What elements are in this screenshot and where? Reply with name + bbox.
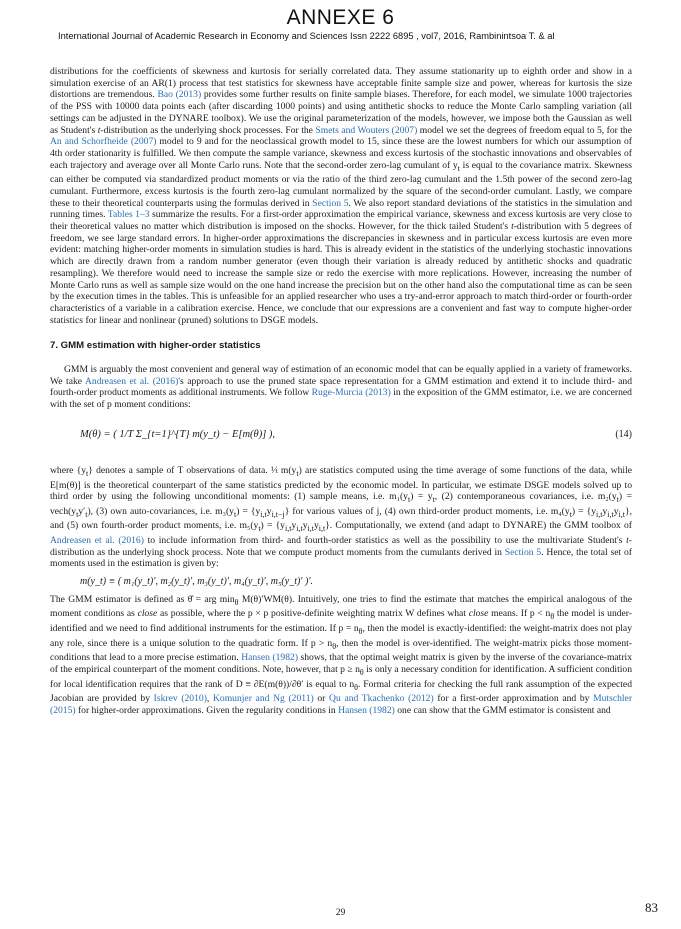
section-link[interactable]: Section 5 [504,546,542,558]
journal-running-header: International Journal of Academic Research in Economy and Sciences Issn 2222 6895 , vol7, 2016, Rambinintsoa T. & al [58,31,555,41]
citation-link[interactable]: Mutschler (2015) [50,693,633,716]
paragraph-estimator: The GMM estimator is defined as θ̂ = arg $\min_\theta M(\theta)'WM(\theta)$. Intuitively, one tries to find the estimate that matches the empirical analogous of the moment conditions as close as possible, where the p × p positive-definite weighting matrix W defines what close means. If $p < n_\theta$ the model is under-identified and we need to find additional instruments for the estimation. If $p = n_\theta$, then the model is exactly-identified: the weight-matrix does not play any role, since there is a unique solution to the quadratic form. If $p > n_\theta$, then the model is over-identified. The weight-matrix picks those moment-conditions that lead to a more precise estimation. Hansen (1982) shows, that the optimal weight matrix is given by the inverse of the covariance-matrix of the empirical counterpart of the moment conditions. Note, however, that $p \ge n_\theta$ is only a necessary condition for identification. A sufficient condition for local identification requires that the rank of D ≡ ∂E(m(θ))/∂θ′ is equal to $n_\theta$. Formal criteria for checking the full rank assumption of the expected Jacobian are provided by Iskrev (2010), Komunjer and Ng (2011) or Qu and Tkachenko (2012) for a first-order approximation and by Mutschler (2015) for higher-order approximations. Given the regularity conditions in Hansen (1982) one can show that the GMM estimator is consistent and [50,593,633,716]
equation-moment-vector: m(y_t) ≡ ( m₁(y_t)′, m₂(y_t)′, m₃(y_t)′, m₄(y_t)′, m₅(y_t)′ )′. [80,576,314,588]
citation-link[interactable]: Ruge-Murcia (2013) [311,387,391,399]
citation-link[interactable]: Andreasen et al. (2016) [50,535,144,547]
equation-14 [50,415,632,461]
page-number: 83 [645,900,658,915]
paragraph-simulation: distributions for the coefficients of skewness and kurtosis for serially correlated data. They assume stationarity up to eighth order and show in a simulation exercise of an AR(1) process that test statistics for skewness have acceptable finite sample size and power, whereas for kurtosis the size distortions are tremendous. Bao (2013) provides some further results on finite sample biases. Therefore, for each model, we simulate 1000 trajectories of the PSS with 10000 data points each (after discarding 1000 points) and using antithetic shocks to reduce the Monte Carlo sampling variation (all settings can be adjusted in the DYNARE toolbox). We use the original parameterization of the models, however, we impose both the Gaussian as well as Student's t-distribution as the underlying shock processes. For the Smets and Wouters (2007) model we set the degrees of freedom equal to 5, for the An and Schorfheide (2007) model to 9 and for the neoclassical growth model to 15, since these are the lowest numbers for which our assumption of 4th order stationarity is fulfilled. We then compute the sample variance, skewness and excess kurtosis of the stochastic innovations and observables of each trajectory and average over all Monte Carlo runs. Note that the second-order zero-lag cumulant of $y_t$ is equal to the covariance matrix. Skewness can either be computed via standardized product moments or via the ratio of the third zero-lag cumulant and the 1.5th power of the second zero-lag cumulant. Furthermore, excess kurtosis is the fourth zero-lag cumulant normalized by the square of the second-order cumulant. Lastly, we compare these to their theoretical counterparts using the formulas derived in Section 5. We also report standard deviations of the statistics in the simulation and running times. Tables 1–3 summarize the results. For a first-order approximation the empirical variance, skewness and excess kurtosis are very close to their theoretical values no matter which distribution is imposed on the shocks. However, for the thick tailed Student's t-distribution with 5 degrees of freedom, we see large standard errors. In higher-order approximations the discrepancies in skewness and in particular excess kurtosis are even more evident: matching higher-order moments in simulation studies is hard. This is already evident in the statistics of the underlying stochastic innovations which are directly drawn from a random number generator (even though their variation is already reduced by antithetic shocks and quadratic resampling). We therefore would need to increase the sample size or redo the exercise with more replications. However, increasing the number of Monte Carlo runs as well as sample size would on the one hand increase the precision but on the other hand also the computational time as can be seen by the execution times in the tables. This is unfeasible for an applied researcher who uses a try-and-error approach to match third-order or fourth-order characteristics of a variable in a calibration exercise. Hence, we conclude that our expressions are a convenient and fast way to compute higher-order statistics for linear and nonlinear (pruned) solutions to DSGE models. [50,66,633,326]
equation-14-body: M(θ) = ( 1/T Σ_{t=1}^{T} m(y_t) − E[m(θ)] ), [80,428,276,440]
folio-number: 29 [335,907,346,918]
citation-link[interactable]: An and Schorfheide (2007) [50,136,157,148]
annexe-title: ANNEXE 6 [286,6,395,29]
paragraph-moments: where $\{y_t\}$ denotes a sample of T observations of data. ¹⁄ₜ $m(y_t)$ are statistics computed using the time average of some functions of the data, while E[m(θ)] is the theoretical counterpart of the same statistics predicted by the economic model. In particular, we estimate DSGE models solved up to third order by using the following unconditional moments: (1) sample means, i.e. $m_1(y_t) = y_t$, (2) contemporaneous covariances, i.e. $m_2(y_t)$ = $vech(y_ty'_t)$, (3) own auto-covariances, i.e. $m_3(y_t) = \{y_{i,t}y_{i,t-j}\}$ for various values of j, (4) own third-order product moments, i.e. $m_4(y_t) = \{y_{i,t}y_{i,t}y_{i,t}\}$, and (5) own fourth-order product moments, i.e. $m_5(y_t) = \{y_{i,t}y_{i,t}y_{i,t}y_{i,t}\}$. Computationally, we extend (and adapt to DYNARE) the GMM toolbox of Andreasen et al. (2016) to include information from third- and fourth-order statistics as well as the possibility to use the multivariate Student's t-distribution as the underlying shock process. Note that we compute product moments from the cumulants derived in Section 5. Hence, the total set of moments used in the estimation is given by: [50,464,633,570]
tables-link[interactable]: Tables 1–3 [107,209,150,221]
citation-link[interactable]: Hansen (1982) [241,652,299,664]
section-heading: 7. GMM estimation with higher-order statistics [50,340,261,352]
citation-link[interactable]: Hansen (1982) [338,704,395,716]
citation-link[interactable]: Smets and Wouters (2007) [315,124,418,136]
citation-link[interactable]: Andreasen et al. (2016) [84,375,179,387]
citation-link[interactable]: Bao (2013) [157,89,202,101]
citation-link[interactable]: Komunjer and Ng (2011) [212,693,314,705]
citation-link[interactable]: Iskrev (2010) [153,693,207,705]
section-link[interactable]: Section 5 [312,197,349,209]
equation-number: (14) [615,428,632,440]
article-body [50,66,632,717]
paragraph-gmm-intro: GMM is arguably the most convenient and general way of estimation of an economic model that can be equally applied in a variety of frameworks. We take Andreasen et al. (2016)'s approach to use the pruned state space representation for a GMM estimation and extend it to include third- and fourth-order product moments as additional instruments. We follow Ruge-Murcia (2013) in the exposition of the GMM estimator, i.e. we are concerned with the set of p moment conditions: [50,364,632,411]
citation-link[interactable]: Qu and Tkachenko (2012) [329,693,434,705]
